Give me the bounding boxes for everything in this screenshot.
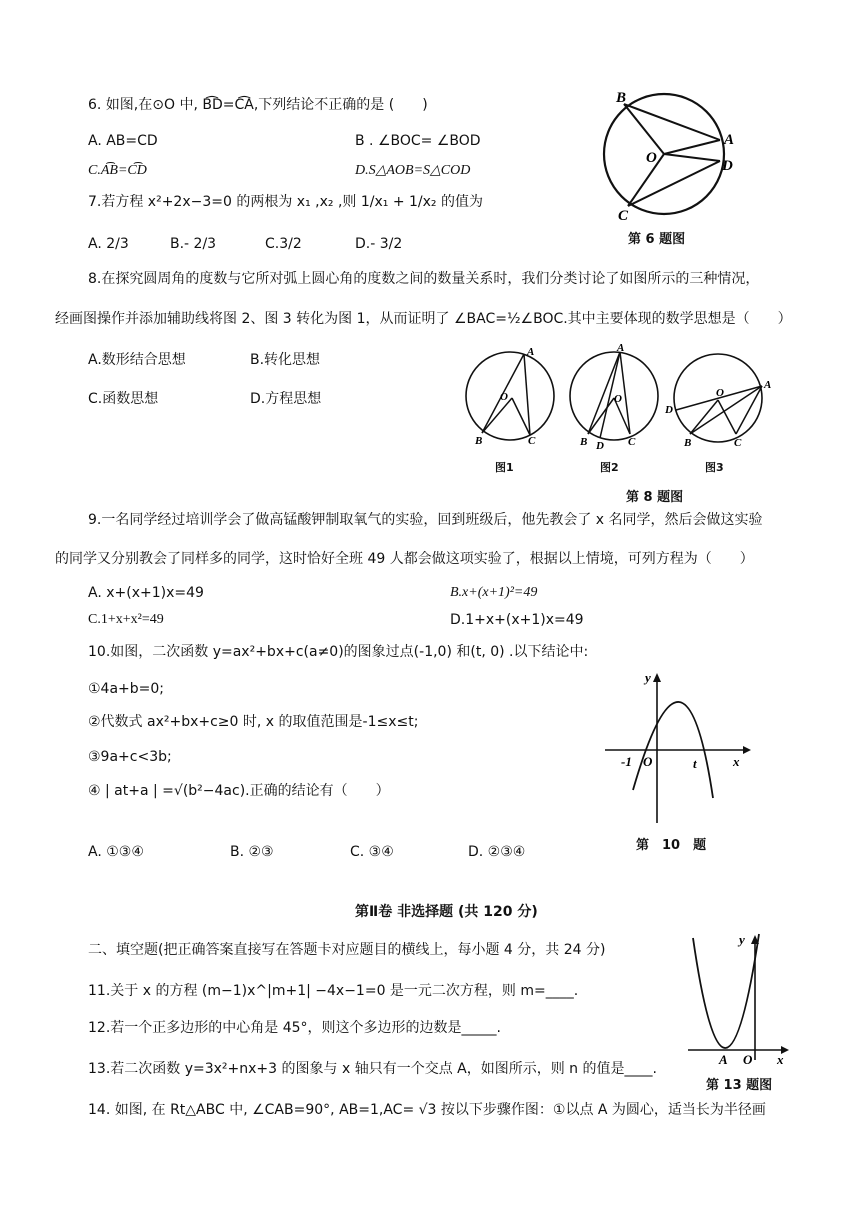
q13-label-x: x bbox=[777, 1052, 784, 1067]
q10-label-x: x bbox=[733, 754, 740, 769]
q8-fig2-label-c: C bbox=[628, 436, 636, 448]
q6-label-o: O bbox=[646, 150, 657, 166]
q10-label-neg1: -1 bbox=[621, 754, 632, 769]
q8-fig2-label-o: O bbox=[614, 393, 622, 405]
q8-fig3-label-o: O bbox=[716, 387, 724, 399]
q10-statement-3: ③9a+c<3b; bbox=[88, 749, 172, 765]
q10-statement-1: ①4a+b=0; bbox=[88, 681, 165, 697]
q8-fig2-label-d: D bbox=[596, 440, 604, 452]
q8-fig1-label-b: B bbox=[475, 435, 483, 447]
q6-figure-caption: 第 6 题图 bbox=[628, 232, 686, 247]
q8-fig2-label-b: B bbox=[580, 436, 588, 448]
q13-label-y: y bbox=[739, 932, 745, 947]
q10-figure-caption: 第 10 题 bbox=[636, 838, 707, 853]
q6-circle-figure bbox=[596, 82, 756, 232]
q8-fig3-label-a: A bbox=[764, 379, 772, 391]
q9-line-1: 9.一名同学经过培训学会了做高锰酸钾制取氧气的实验，回到班级后，他先教会了 x 名同学，然后会做这实验 bbox=[88, 512, 763, 528]
q8-option-b: B.转化思想 bbox=[250, 352, 321, 368]
q13-text: 13.若二次函数 y=3x²+nx+3 的图象与 x 轴只有一个交点 A，如图所示，则 n 的值是____. bbox=[88, 1061, 657, 1077]
q14-text: 14. 如图, 在 Rt△ABC 中, ∠CAB=90°, AB=1,AC= √3 按以下步骤作图：①以点 A 为圆心，适当长为半径画 bbox=[88, 1102, 766, 1118]
q9-option-c: C.1+x+x²=49 bbox=[88, 612, 164, 627]
q8-fig1-label-a: A bbox=[527, 346, 535, 358]
q6-stem: 6. 如图,在⊙O 中, B͡D=C͡A,下列结论不正确的是 ( ) bbox=[88, 97, 428, 113]
q6-option-b: B . ∠BOC= ∠BOD bbox=[355, 133, 481, 149]
q8-fig3-caption: 图3 bbox=[705, 461, 724, 474]
q8-fig3-label-d: D bbox=[665, 404, 673, 416]
q10-statement-2: ②代数式 ax²+bx+c≥0 时, x 的取值范围是-1≤x≤t; bbox=[88, 714, 419, 730]
q10-parabola-figure bbox=[605, 668, 755, 828]
q6-option-d: D.S△AOB=S△COD bbox=[355, 163, 471, 178]
q10-stem: 10.如图，二次函数 y=ax²+bx+c(a≠0)的图象过点(-1,0) 和(t, 0) .以下结论中: bbox=[88, 644, 589, 660]
q8-fig1-label-o: O bbox=[500, 391, 508, 403]
q8-option-a: A.数形结合思想 bbox=[88, 352, 186, 368]
q13-parabola-figure bbox=[683, 928, 793, 1068]
q10-option-d: D. ②③④ bbox=[468, 844, 526, 860]
q8-line-2: 经画图操作并添加辅助线将图 2、图 3 转化为图 1，从而证明了 ∠BAC=½∠BOC.其中主要体现的数学思想是（ ） bbox=[55, 311, 792, 327]
q10-label-t: t bbox=[693, 756, 697, 771]
q10-label-y: y bbox=[645, 670, 651, 685]
q11-text: 11.关于 x 的方程 (m−1)x^|m+1| −4x−1=0 是一元二次方程，则 m=____. bbox=[88, 983, 579, 999]
q10-option-a: A. ①③④ bbox=[88, 844, 144, 860]
q8-option-d: D.方程思想 bbox=[250, 391, 322, 407]
q8-fig3-label-b: B bbox=[684, 437, 692, 449]
q8-fig3-label-c: C bbox=[734, 437, 742, 449]
q7-option-a: A. 2/3 bbox=[88, 236, 129, 252]
q9-option-d: D.1+x+(x+1)x=49 bbox=[450, 612, 584, 628]
q9-option-b: B.x+(x+1)²=49 bbox=[450, 585, 538, 600]
q9-line-2: 的同学又分别教会了同样多的同学，这时恰好全班 49 人都会做这项实验了，根据以上情境，可列方程为（ ） bbox=[55, 551, 754, 567]
q8-fig1-caption: 图1 bbox=[495, 461, 514, 474]
q13-figure-caption: 第 13 题图 bbox=[706, 1078, 773, 1093]
q8-figure-caption: 第 8 题图 bbox=[626, 490, 684, 505]
q7-option-d: D.- 3/2 bbox=[355, 236, 403, 252]
q12-text: 12.若一个正多边形的中心角是 45°，则这个多边形的边数是_____. bbox=[88, 1020, 501, 1036]
q6-label-a: A bbox=[724, 132, 735, 148]
q13-label-a: A bbox=[719, 1052, 728, 1067]
q10-label-o: O bbox=[643, 754, 653, 769]
q8-fig2-caption: 图2 bbox=[600, 461, 619, 474]
q10-statement-4: ④ | at+a | =√(b²−4ac).正确的结论有（ ） bbox=[88, 783, 390, 799]
q6-label-d: D bbox=[722, 158, 733, 174]
q8-option-c: C.函数思想 bbox=[88, 391, 159, 407]
q8-fig1-label-c: C bbox=[528, 435, 536, 447]
q13-label-o: O bbox=[743, 1052, 753, 1067]
q6-label-c: C bbox=[618, 208, 629, 224]
q10-option-b: B. ②③ bbox=[230, 844, 274, 860]
q6-option-c: C.A͡B=C͡D bbox=[88, 163, 147, 178]
part-2-title: 第Ⅱ卷 非选择题 (共 120 分) bbox=[355, 904, 538, 920]
q8-line-1: 8.在探究圆周角的度数与它所对弧上圆心角的度数之间的数量关系时，我们分类讨论了如图所示的三种情况， bbox=[88, 271, 760, 287]
q6-label-b: B bbox=[616, 90, 627, 106]
q9-option-a: A. x+(x+1)x=49 bbox=[88, 585, 204, 601]
q7-stem: 7.若方程 x²+2x−3=0 的两根为 x₁ ,x₂ ,则 1/x₁ + 1/x₂ 的值为 bbox=[88, 194, 483, 210]
q7-option-c: C.3/2 bbox=[265, 236, 302, 252]
q7-option-b: B.- 2/3 bbox=[170, 236, 217, 252]
section-2-heading: 二、填空题(把正确答案直接写在答题卡对应题目的横线上，每小题 4 分，共 24 分) bbox=[88, 942, 606, 958]
q8-fig2-label-a: A bbox=[617, 342, 625, 354]
q6-option-a: A. AB=CD bbox=[88, 133, 158, 149]
q10-option-c: C. ③④ bbox=[350, 844, 394, 860]
